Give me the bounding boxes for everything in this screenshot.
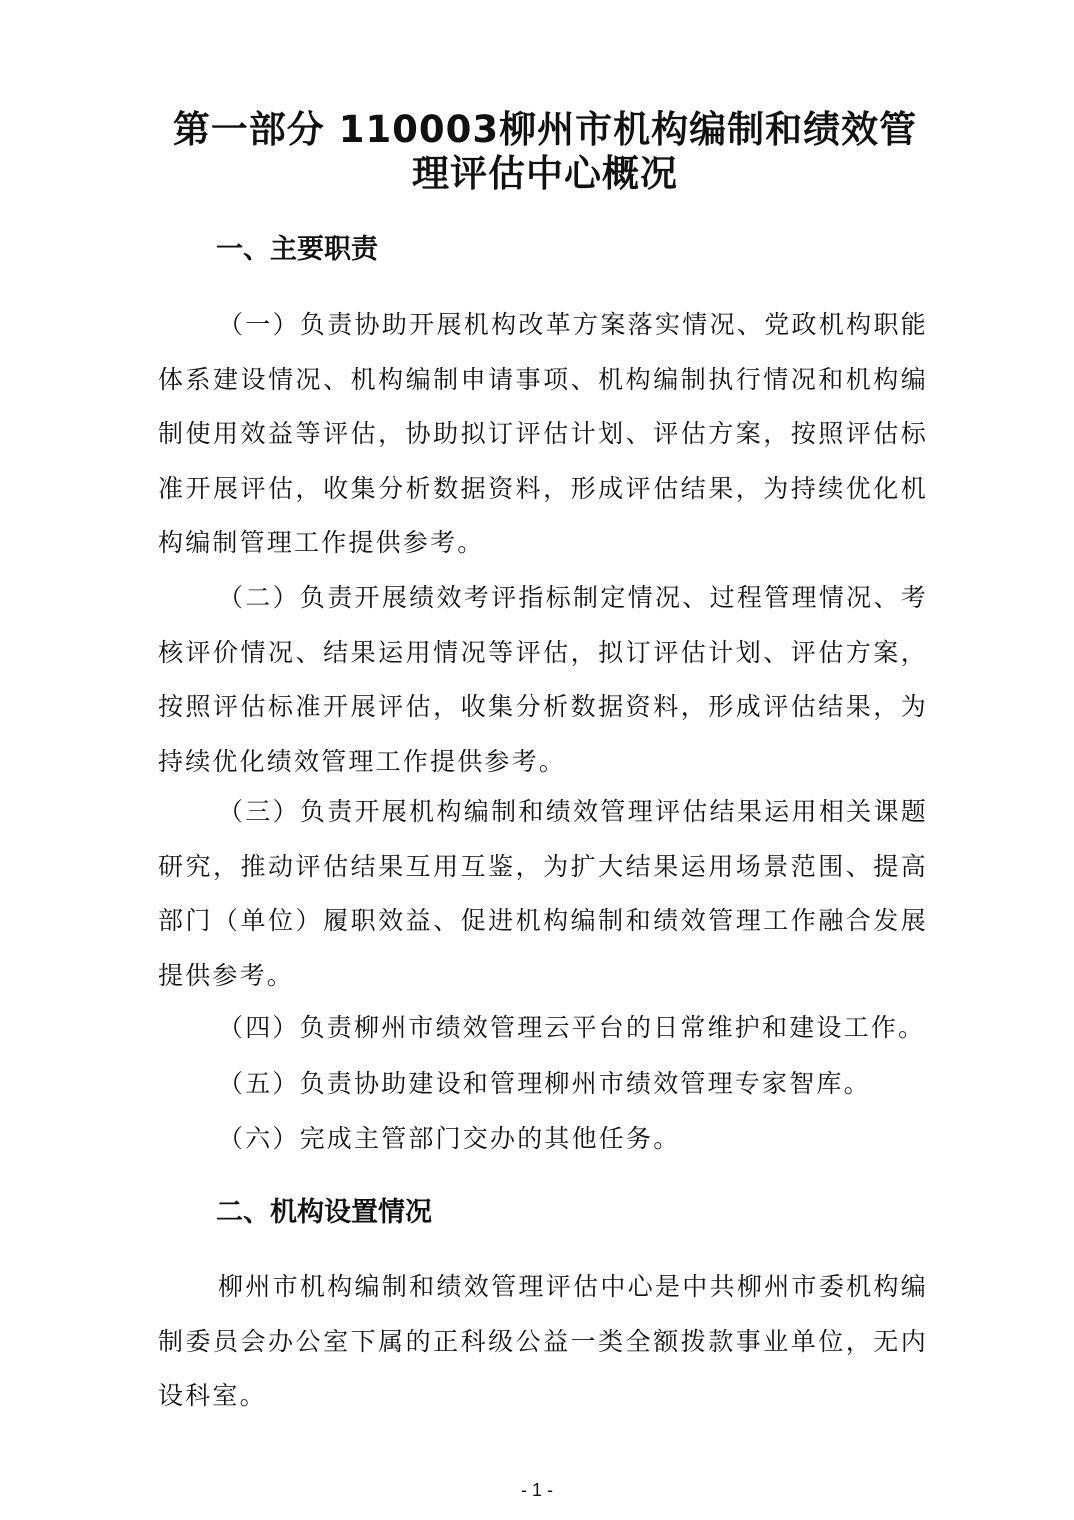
document-title-line-2: 理评估中心概况 [412,152,678,195]
duty-paragraph-2: （二）负责开展绩效考评指标制定情况、过程管理情况、考核评价情况、结果运用情况等评估，拟订评估计划、评估方案，按照评估标准开展评估，收集分析数据资料，形成评估结果，为持续优化绩效管理工作提供参考。 [158,583,928,776]
duty-paragraph-5: （五）负责协助建设和管理柳州市绩效管理专家智库。 [218,1069,871,1098]
duty-paragraph-3: （三）负责开展机构编制和绩效管理评估结果运用相关课题研究，推动评估结果互用互鉴，为扩大结果运用场景范围、提高部门（单位）履职效益、促进机构编制和绩效管理工作融合发展提供参考。 [158,797,928,990]
duty-paragraph-1: （一）负责协助开展机构改革方案落实情况、党政机构职能体系建设情况、机构编制申请事项、机构编制执行情况和机构编制使用效益等评估，协助拟订评估计划、评估方案，按照评估标准开展评估，收集分析数据资料，形成评估结果，为持续优化机构编制管理工作提供参考。 [158,310,928,557]
document-title-line-1: 第一部分 110003柳州市机构编制和绩效管 [172,108,918,151]
duty-paragraph-4: （四）负责柳州市绩效管理云平台的日常维护和建设工作。 [218,1013,926,1042]
section-heading-main-duties: 一、主要职责 [216,234,378,265]
duty-paragraph-6: （六）完成主管部门交办的其他任务。 [218,1124,681,1153]
page-number: - 1 - [520,1480,553,1500]
organization-paragraph: 柳州市机构编制和绩效管理评估中心是中共柳州市委机构编制委员会办公室下属的正科级公益一类全额拨款事业单位，无内设科室。 [158,1272,928,1410]
section-heading-organization: 二、机构设置情况 [216,1197,432,1228]
